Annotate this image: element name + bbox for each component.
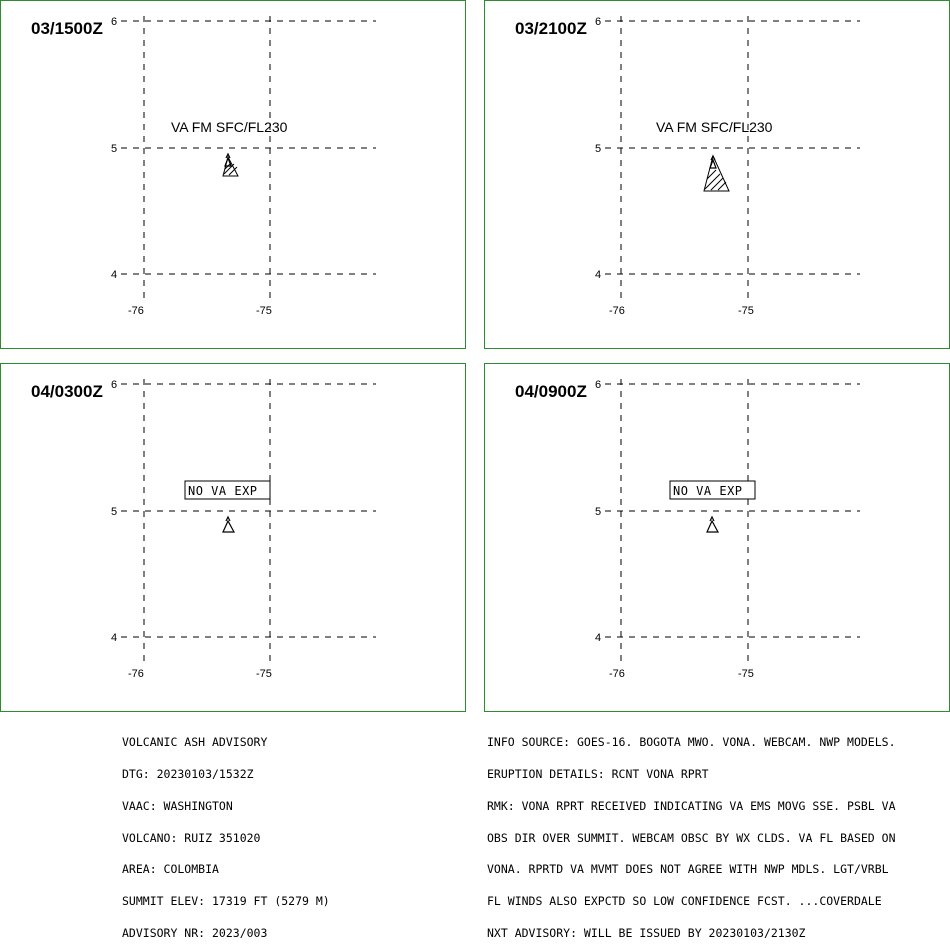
lat-label-5: 5 [111, 143, 118, 155]
advisory-line: VONA. RPRTD VA MVMT DOES NOT AGREE WITH NWP MDLS. LGT/VRBL [487, 862, 889, 877]
advisory-line: FL WINDS ALSO EXPCTD SO LOW CONFIDENCE FCST. ...COVERDALE [487, 894, 882, 909]
volcano-icon [707, 517, 718, 532]
map-panel-3 [0, 363, 466, 712]
va-forecast-label: VA FM SFC/FL230 [656, 119, 773, 135]
lat-label-4: 4 [111, 632, 118, 644]
lon-label-76: -76 [128, 305, 144, 317]
map-graticule [485, 1, 950, 350]
advisory-line: RMK: VONA RPRT RECEIVED INDICATING VA EMS MOVG SSE. PSBL VA [487, 798, 896, 813]
va-forecast-label: VA FM SFC/FL230 [171, 119, 288, 135]
lon-label-76: -76 [609, 305, 625, 317]
lat-label-5: 5 [111, 506, 118, 518]
advisory-line: DTG: 20230103/1532Z [122, 766, 254, 781]
advisory-line: VOLCANO: RUIZ 351020 [122, 830, 261, 845]
map-panel-4 [484, 363, 950, 712]
ash-cloud-polygon [704, 156, 729, 191]
lat-label-6: 6 [111, 16, 118, 28]
no-va-label: NO VA EXP [673, 484, 743, 498]
map-graticule [1, 364, 467, 713]
lon-label-76: -76 [609, 668, 625, 680]
advisory-line: VOLCANIC ASH ADVISORY [122, 735, 268, 750]
no-va-label: NO VA EXP [188, 484, 258, 498]
lon-label-75: -75 [738, 668, 754, 680]
lat-label-4: 4 [111, 269, 118, 281]
panel-time-label: 04/0900Z [515, 382, 587, 401]
volcano-icon [223, 517, 234, 532]
map-panel-1 [0, 0, 466, 349]
advisory-remarks [487, 716, 896, 949]
advisory-line: SUMMIT ELEV: 17319 FT (5279 M) [122, 894, 330, 909]
lat-label-4: 4 [595, 269, 602, 281]
map-graticule [1, 1, 467, 350]
lon-label-75: -75 [256, 305, 272, 317]
advisory-summary [122, 716, 330, 949]
advisory-line: AREA: COLOMBIA [122, 862, 219, 877]
lat-label-6: 6 [595, 16, 602, 28]
panel-time-label: 03/2100Z [515, 19, 587, 38]
panel-time-label: 03/1500Z [31, 19, 103, 38]
advisory-line: ADVISORY NR: 2023/003 [122, 925, 268, 940]
lat-label-5: 5 [595, 506, 602, 518]
lat-label-5: 5 [595, 143, 602, 155]
advisory-line: NXT ADVISORY: WILL BE ISSUED BY 20230103/2130Z [487, 925, 806, 940]
lat-label-6: 6 [111, 379, 118, 391]
map-panel-2 [484, 0, 950, 349]
lon-label-75: -75 [738, 305, 754, 317]
advisory-line: INFO SOURCE: GOES-16. BOGOTA MWO. VONA. WEBCAM. NWP MODELS. [487, 735, 896, 750]
map-graticule [485, 364, 950, 713]
lon-label-75: -75 [256, 668, 272, 680]
panel-time-label: 04/0300Z [31, 382, 103, 401]
lat-label-4: 4 [595, 632, 602, 644]
advisory-line: OBS DIR OVER SUMMIT. WEBCAM OBSC BY WX CLDS. VA FL BASED ON [487, 830, 896, 845]
lat-label-6: 6 [595, 379, 602, 391]
advisory-line: ERUPTION DETAILS: RCNT VONA RPRT [487, 766, 709, 781]
advisory-line: VAAC: WASHINGTON [122, 798, 233, 813]
lon-label-76: -76 [128, 668, 144, 680]
